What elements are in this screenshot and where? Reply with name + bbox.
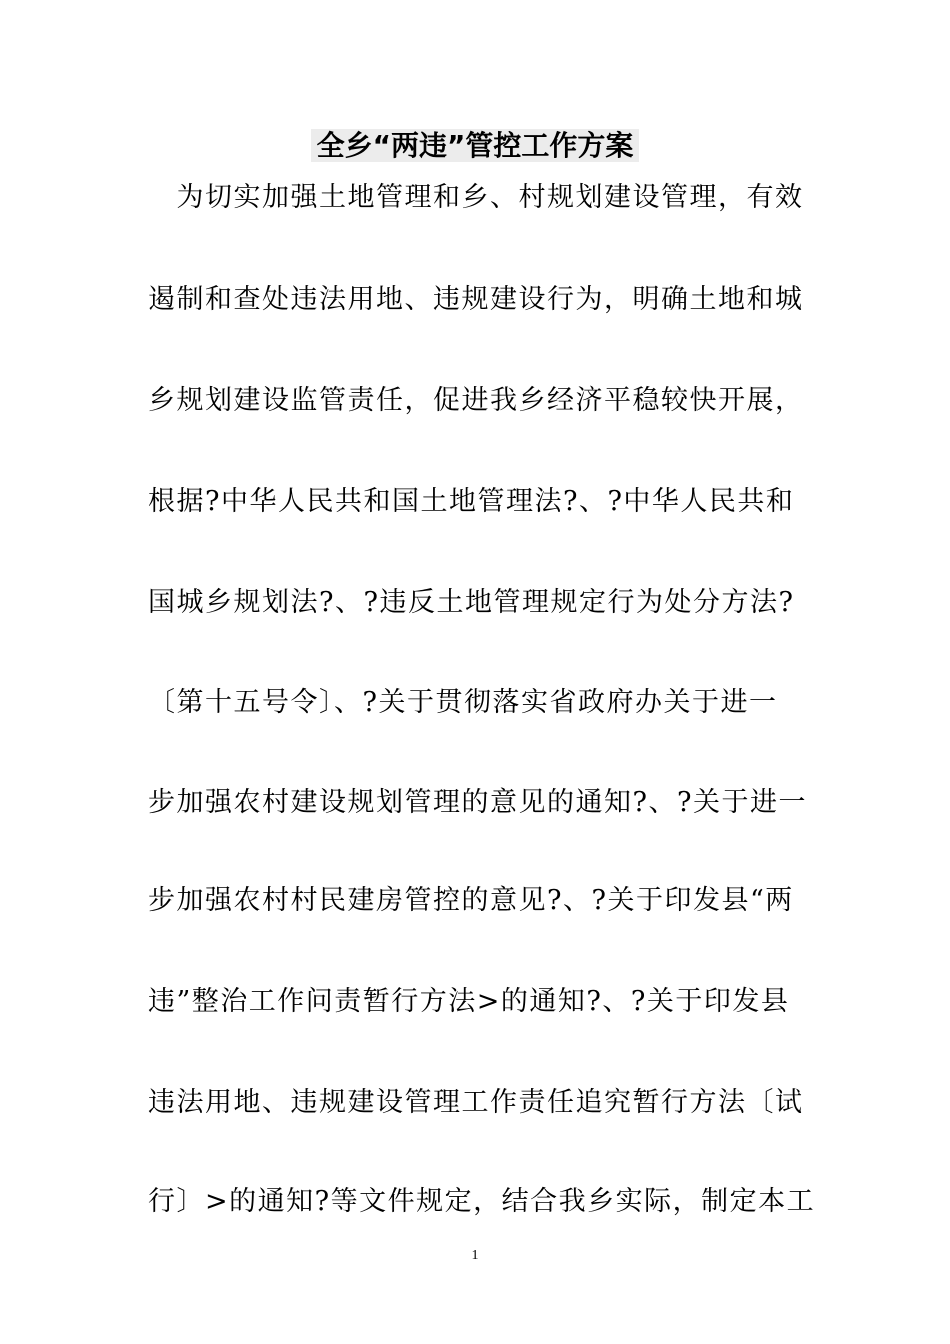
body-line-9: 违”整治工作问责暂行方法>的通知?、?关于印发县 — [148, 986, 790, 1017]
body-line-3: 乡规划建设监管责任，促进我乡经济平稳较快开展， — [148, 385, 804, 416]
document-title — [0, 126, 950, 166]
document-title-text: 全乡“两违”管控工作方案 — [311, 129, 640, 162]
body-line-10: 违法用地、违规建设管理工作责任追究暂行方法〔试 — [148, 1087, 804, 1118]
body-line-1: 为切实加强土地管理和乡、村规划建设管理，有效 — [148, 182, 804, 213]
body-line-4: 根据?中华人民共和国土地管理法?、?中华人民共和 — [148, 486, 795, 517]
page-number: 1 — [471, 1248, 479, 1263]
body-line-8: 步加强农村村民建房管控的意见?、?关于印发县“两 — [148, 885, 794, 916]
body-line-7: 步加强农村建设规划管理的意见的通知?、?关于进一 — [148, 787, 807, 818]
body-line-11: 行〕>的通知?等文件规定，结合我乡实际，制定本工 — [148, 1186, 816, 1217]
body-line-6: 〔第十五号令〕、?关于贯彻落实省政府办关于进一 — [148, 687, 778, 718]
body-line-5: 国城乡规划法?、?违反土地管理规定行为处分方法? — [148, 587, 795, 618]
body-line-2: 遏制和查处违法用地、违规建设行为，明确土地和城 — [148, 284, 804, 315]
